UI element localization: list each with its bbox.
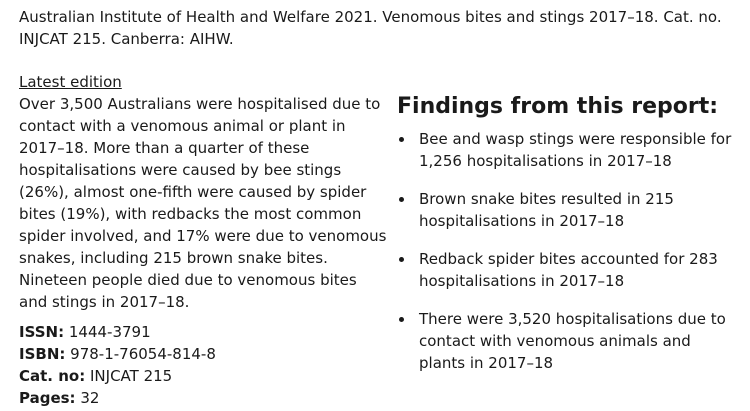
finding-text: Redback spider bites accounted for 283 hospitalisations in 2017–18 [419, 250, 718, 290]
bullet-icon [399, 137, 404, 142]
findings-section [397, 92, 737, 390]
finding-text: There were 3,520 hospitalisations due to contact with venomous animals and plants in 2017–18 [419, 310, 726, 372]
issn-row [19, 321, 387, 343]
pages-value: 32 [80, 389, 100, 407]
isbn-label: ISBN: [19, 345, 66, 363]
report-summary-section [19, 71, 387, 409]
finding-item [397, 128, 737, 172]
finding-item [397, 188, 737, 232]
citation-text: Australian Institute of Health and Welfare 2021. Venomous bites and stings 2017–18. Cat. no. INJCAT 215. Canberra: AIHW. [19, 8, 722, 48]
finding-item [397, 308, 737, 374]
report-summary: Over 3,500 Australians were hospitalised due to contact with a venomous animal or plant in 2017–18. More than a quarter of these hospitalisations were caused by bee stings (26%), almost one-fifth were caused by spider bites (19%), with redbacks the most common spider involved, and 17% were due to venomous snakes, including 215 brown snake bites. Nineteen people died due to venomous bites and stings in 2017–18. [19, 95, 387, 311]
cat-no-value: INJCAT 215 [90, 367, 173, 385]
cat-no-row [19, 365, 387, 387]
findings-list [397, 128, 737, 374]
findings-heading: Findings from this report: [397, 94, 719, 119]
bullet-icon [399, 197, 404, 202]
latest-edition-link[interactable]: Latest edition [19, 73, 122, 91]
publication-details [19, 321, 387, 409]
bullet-icon [399, 257, 404, 262]
finding-item [397, 248, 737, 292]
isbn-row [19, 343, 387, 365]
finding-text: Brown snake bites resulted in 215 hospitalisations in 2017–18 [419, 190, 674, 230]
issn-value: 1444-3791 [68, 323, 151, 341]
isbn-value: 978-1-76054-814-8 [70, 345, 216, 363]
cat-no-label: Cat. no: [19, 367, 86, 385]
bullet-icon [399, 317, 404, 322]
pages-row [19, 387, 387, 409]
issn-label: ISSN: [19, 323, 65, 341]
finding-text: Bee and wasp stings were responsible for 1,256 hospitalisations in 2017–18 [419, 130, 732, 170]
pages-label: Pages: [19, 389, 76, 407]
